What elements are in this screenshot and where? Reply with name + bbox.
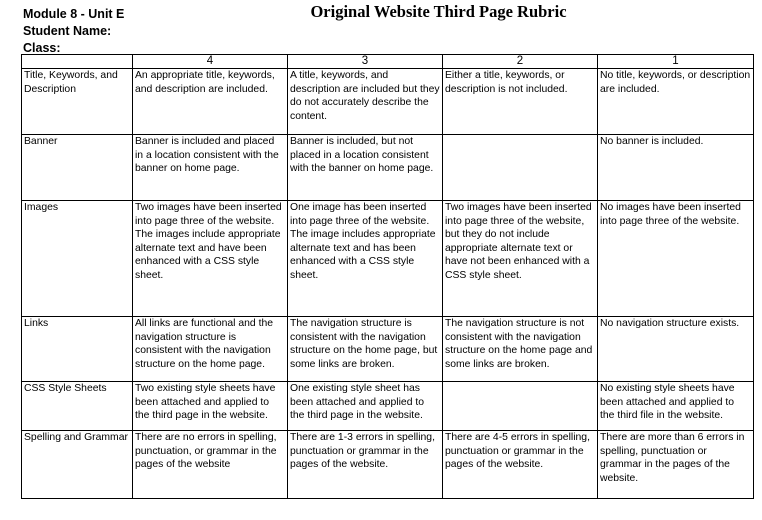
score-cell: The navigation structure is not consistent with the navigation structure on the home page and some links are broken. bbox=[443, 317, 598, 382]
score-cell: A title, keywords, and description are included but they do not accurately describe the content. bbox=[288, 69, 443, 135]
score-cell bbox=[443, 382, 598, 431]
score-cell: One image has been inserted into page three of the website. The image includes appropriate alternate text and has been enhanced with a CSS style sheet. bbox=[288, 201, 443, 317]
score-cell: Two images have been inserted into page three of the website. The images include appropriate alternate text and have been enhanced with a CSS style sheet. bbox=[133, 201, 288, 317]
score-cell: An appropriate title, keywords, and description are included. bbox=[133, 69, 288, 135]
table-row bbox=[22, 69, 754, 135]
score-cell: The navigation structure is consistent with the navigation structure on the home page, but some links are broken. bbox=[288, 317, 443, 382]
criterion-cell: CSS Style Sheets bbox=[22, 382, 133, 431]
criterion-cell: Title, Keywords, and Description bbox=[22, 69, 133, 135]
table-row bbox=[22, 201, 754, 317]
criterion-cell: Images bbox=[22, 201, 133, 317]
score-cell: Banner is included and placed in a location consistent with the banner on home page. bbox=[133, 135, 288, 201]
score-cell: There are 4-5 errors in spelling, punctuation or grammar in the pages of the website. bbox=[443, 431, 598, 499]
table-row bbox=[22, 431, 754, 499]
class-label: Class: bbox=[23, 41, 61, 55]
score-cell: There are 1-3 errors in spelling, punctuation or grammar in the pages of the website. bbox=[288, 431, 443, 499]
score-cell: Either a title, keywords, or description is not included. bbox=[443, 69, 598, 135]
table-row bbox=[22, 317, 754, 382]
table-row bbox=[22, 382, 754, 431]
score-cell: No images have been inserted into page three of the website. bbox=[598, 201, 754, 317]
score-cell: There are more than 6 errors in spelling, punctuation or grammar in the pages of the website. bbox=[598, 431, 754, 499]
module-label: Module 8 - Unit E bbox=[23, 7, 125, 21]
rubric-table bbox=[21, 54, 754, 499]
criterion-header-cell bbox=[22, 55, 133, 69]
score-header-3: 3 bbox=[288, 55, 443, 69]
score-cell: Two images have been inserted into page three of the website, but they do not include appropriate alternate text or have not been enhanced with a CSS style sheet. bbox=[443, 201, 598, 317]
score-cell: No existing style sheets have been attached and applied to the third file in the website. bbox=[598, 382, 754, 431]
criterion-cell: Links bbox=[22, 317, 133, 382]
criterion-cell: Banner bbox=[22, 135, 133, 201]
score-cell: One existing style sheet has been attached and applied to the third page in the website. bbox=[288, 382, 443, 431]
table-row bbox=[22, 135, 754, 201]
score-cell: Two existing style sheets have been attached and applied to the third page in the website. bbox=[133, 382, 288, 431]
score-cell: No navigation structure exists. bbox=[598, 317, 754, 382]
score-cell: No banner is included. bbox=[598, 135, 754, 201]
score-header-2: 2 bbox=[443, 55, 598, 69]
score-cell: All links are functional and the navigation structure is consistent with the navigation structure on the home page. bbox=[133, 317, 288, 382]
score-cell bbox=[443, 135, 598, 201]
score-cell: There are no errors in spelling, punctuation, or grammar in the pages of the website bbox=[133, 431, 288, 499]
score-header-1: 1 bbox=[598, 55, 754, 69]
score-cell: No title, keywords, or description are included. bbox=[598, 69, 754, 135]
score-header-row bbox=[22, 55, 754, 69]
document-title: Original Website Third Page Rubric bbox=[310, 2, 567, 21]
score-cell: Banner is included, but not placed in a location consistent with the banner on home page. bbox=[288, 135, 443, 201]
student-name-label: Student Name: bbox=[23, 24, 112, 38]
score-header-4: 4 bbox=[133, 55, 288, 69]
criterion-cell: Spelling and Grammar bbox=[22, 431, 133, 499]
